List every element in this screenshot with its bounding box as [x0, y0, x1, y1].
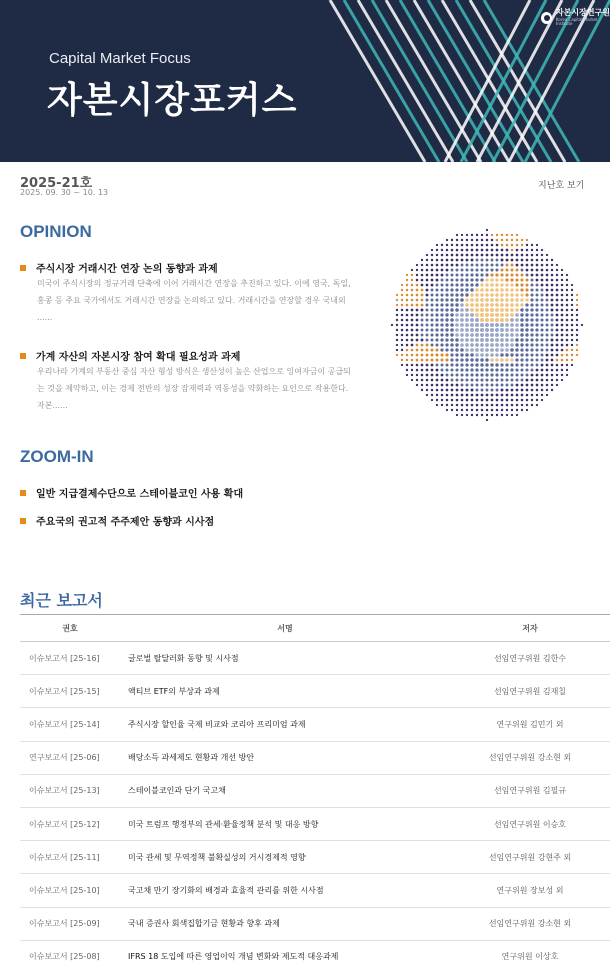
recent-reports-table — [20, 614, 610, 968]
table-row[interactable] — [20, 741, 610, 774]
report-title[interactable]: 스테이블코인과 단기 국고채 — [120, 774, 450, 807]
column-header-title: 서명 — [120, 615, 450, 642]
report-title[interactable]: 미국 트럼프 행정부의 관세·환율정책 분석 및 대응 방향 — [120, 807, 450, 840]
report-issue: 연구보고서 [25-06] — [20, 741, 120, 774]
report-issue: 이슈보고서 [25-08] — [20, 940, 120, 968]
issue-dates: 2025. 09. 30 ~ 10. 13 — [20, 188, 109, 197]
report-issue: 이슈보고서 [25-15] — [20, 675, 120, 708]
table-row[interactable] — [20, 642, 610, 675]
report-issue: 이슈보고서 [25-13] — [20, 774, 120, 807]
report-author: 연구위원 김민기 외 — [450, 708, 610, 741]
table-row[interactable] — [20, 807, 610, 840]
table-row[interactable] — [20, 675, 610, 708]
report-issue: 이슈보고서 [25-14] — [20, 708, 120, 741]
report-title[interactable]: 국고채 만기 장기화의 배경과 효율적 관리를 위한 시사점 — [120, 874, 450, 907]
institute-logo[interactable] — [541, 9, 610, 26]
report-title[interactable]: 배당소득 과세제도 현황과 개선 방안 — [120, 741, 450, 774]
report-issue: 이슈보고서 [25-10] — [20, 874, 120, 907]
globe-illustration — [390, 228, 584, 422]
report-author: 선임연구위원 강소현 외 — [450, 907, 610, 940]
table-row[interactable] — [20, 907, 610, 940]
report-title[interactable]: 글로벌 탈달러화 동향 및 시사점 — [120, 642, 450, 675]
table-row[interactable] — [20, 708, 610, 741]
report-issue: 이슈보고서 [25-09] — [20, 907, 120, 940]
opinion-article-2-body[interactable]: 우리나라 가계의 부동산 중심 자산 형성 방식은 생산성이 높은 산업으로 잉여자금이 공급되는 것을 제약하고, 이는 경제 전반의 성장 잠재력과 역동성을 약화하는 요인으로 작용한다. 자본...... — [37, 367, 351, 410]
report-title[interactable]: 액티브 ETF의 부상과 과제 — [120, 675, 450, 708]
table-row[interactable] — [20, 874, 610, 907]
logo-icon — [541, 12, 552, 24]
report-title[interactable]: 주식시장 할인율 국제 비교와 코리아 프리미엄 과제 — [120, 708, 450, 741]
bullet-icon — [20, 353, 26, 359]
report-issue: 이슈보고서 [25-12] — [20, 807, 120, 840]
report-title[interactable]: IFRS 18 도입에 따른 영업이익 개념 변화와 제도적 대응과제 — [120, 940, 450, 968]
report-author: 선임연구위원 이승호 — [450, 807, 610, 840]
logo-subtext: Korea Capital Market Institute — [555, 17, 598, 26]
zoomin-heading: ZOOM-IN — [20, 447, 94, 466]
previous-issues-link[interactable]: 지난호 보기 — [538, 181, 585, 191]
column-header-author: 저자 — [450, 615, 610, 642]
report-author: 선임연구위원 강현주 외 — [450, 841, 610, 874]
zoomin-item-text: 일반 지급결제수단으로 스테이블코인 사용 확대 — [36, 489, 244, 500]
bullet-icon — [20, 490, 26, 496]
report-author: 선임연구위원 김필규 — [450, 774, 610, 807]
bullet-icon — [20, 265, 26, 271]
article-title-text: 가계 자산의 자본시장 참여 확대 필요성과 과제 — [36, 352, 241, 363]
logo-text: 자본시장연구원 — [555, 8, 610, 17]
bullet-icon — [20, 518, 26, 524]
report-author: 연구위원 장보성 외 — [450, 874, 610, 907]
issue-number: 2025-21호 — [20, 176, 93, 191]
report-author: 선임연구위원 김재칠 — [450, 675, 610, 708]
report-issue: 이슈보고서 [25-11] — [20, 841, 120, 874]
opinion-article-2-title[interactable] — [20, 348, 240, 363]
table-row[interactable] — [20, 774, 610, 807]
table-row[interactable] — [20, 841, 610, 874]
header-title: 자본시장포커스 — [47, 80, 298, 121]
opinion-heading: OPINION — [20, 222, 92, 241]
article-title-text: 주식시장 거래시간 연장 논의 동향과 과제 — [36, 264, 218, 275]
column-header-issue: 권호 — [20, 615, 120, 642]
recent-reports-heading: 최근 보고서 — [20, 591, 103, 610]
opinion-article-1-title[interactable] — [20, 260, 218, 275]
table-header-row — [20, 615, 610, 642]
zoomin-item-text: 주요국의 권고적 주주제안 동향과 시사점 — [36, 517, 215, 528]
zoomin-item-1[interactable] — [20, 485, 243, 500]
report-title[interactable]: 미국 관세 및 무역정책 불확실성의 거시경제적 영향 — [120, 841, 450, 874]
report-title[interactable]: 국내 증권사 회색집합기금 현황과 향후 과제 — [120, 907, 450, 940]
report-issue: 이슈보고서 [25-16] — [20, 642, 120, 675]
report-author: 선임연구위원 강소현 외 — [450, 741, 610, 774]
header-banner — [0, 0, 610, 162]
zoomin-item-2[interactable] — [20, 513, 214, 528]
header-subtitle: Capital Market Focus — [49, 50, 191, 67]
opinion-article-1-body[interactable]: 미국이 주식시장의 정규거래 단축에 이어 거래시간 연장을 추진하고 있다. 이에 영국, 독일, 홍콩 등 주요 국가에서도 거래시간 연장을 논의하고 있다. 거래시간을 연장할 경우 국내외 ...... — [37, 279, 351, 322]
report-author: 선임연구위원 김한수 — [450, 642, 610, 675]
report-author: 연구위원 이상호 — [450, 940, 610, 968]
table-row[interactable] — [20, 940, 610, 968]
